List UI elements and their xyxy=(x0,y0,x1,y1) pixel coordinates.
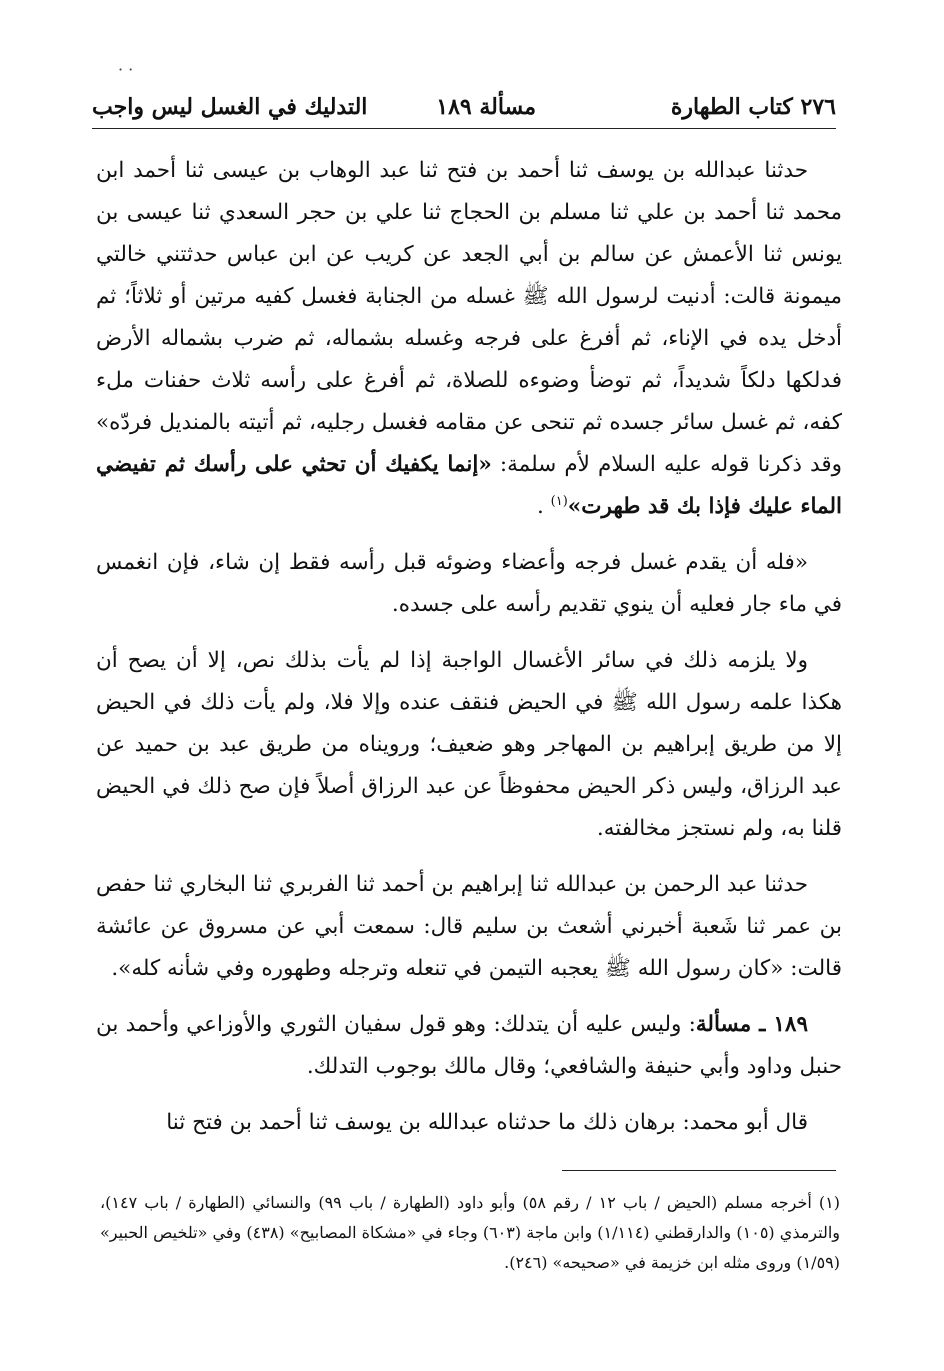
paragraph-text: حدثنا عبدالله بن يوسف ثنا أحمد بن فتح ثنا عبد الوهاب بن عيسى ثنا أحمد ابن محمد ثنا أحمد بن علي ثنا مسلم بن الحجاج ثنا علي بن حجر السعدي ثنا عيسى بن يونس ثنا الأعمش عن سالم بن أبي الجعد عن كريب عن ابن عباس حدثتني خالتي ميمونة قالت: أدنيت لرسول الله ﷺ غسله من الجنابة فغسل كفيه مرتين أو ثلاثاً؛ ثم أدخل يده في الإناء، ثم أفرغ على فرجه وغسله بشماله، ثم ضرب بشماله الأرض فدلكها دلكاً شديداً، ثم توضأ وضوءه للصلاة، ثم أفرغ على رأسه ثلاث حفنات ملء كفه، ثم غسل سائر جسده ثم تنحى عن مقامه فغسل رجليه، ثم أتيته بالمنديل فردّه» وقد ذكرنا قوله عليه السلام لأم سلمة: xyxy=(96,158,842,477)
header-issue-label: مسألة ١٨٩ xyxy=(436,94,536,120)
paragraph-hadith-aisha: حدثنا عبد الرحمن بن عبدالله ثنا إبراهيم بن أحمد ثنا الفربري ثنا البخاري ثنا حفص بن عمر ثنا شَعبة أخبرني أشعث بن سليم قال: سمعت أبي عن مسروق عن عائشة قالت: «كان رسول الله ﷺ يعجبه التيمن في تنعله وترجله وطهوره وفي شأنه كله». xyxy=(96,872,842,981)
footnote-1: (١) أخرجه مسلم (الحيض / باب ١٢ / رقم ٥٨) وأبو داود (الطهارة / باب ٩٩) والنسائي (الطهارة / باب ١٤٧)، والترمذي (١٠٥) والدارقطني (١/١١٤) وابن ماجة (٦٠٣) وجاء في «مشكاة المصابيح» (٤٣٨) وفي «تلخيص الحبير» (١/٥٩) وروى مثله ابن خزيمة في «صحيحه» (٢٤٦). xyxy=(100,1193,841,1272)
running-header xyxy=(92,88,836,126)
bold-quote: «إنما يكفيك أن تحثي على رأسك ثم تفيضي الماء عليك فإذا بك قد طهرت» xyxy=(96,452,842,519)
issue-label: ١٨٩ ـ مسألة xyxy=(695,1012,808,1037)
header-section-title: التدليك في الغسل ليس واجب xyxy=(92,94,368,120)
paragraph-other-ghusl: ولا يلزمه ذلك في سائر الأغسال الواجبة إذا لم يأت بذلك نص، إلا أن يصح أن هكذا علمه رسول الله ﷺ في الحيض فنقف عنده وإلا فلا، ولم يأت ذلك في الحيض إلا من طريق إبراهيم بن المهاجر وهو ضعيف؛ ورويناه من طريق عبد بن حميد عن عبد الرزاق، وليس ذكر الحيض محفوظاً عن عبد الرزاق أصلاً فإن صح ذلك في الحيض قلنا به، ولم نستجز مخالفته. xyxy=(96,648,842,841)
paragraph-issue-189 xyxy=(96,1004,842,1088)
paragraph-abu-muhammad: قال أبو محمد: برهان ذلك ما حدثناه عبدالله بن يوسف ثنا أحمد بن فتح ثنا xyxy=(166,1110,808,1135)
footnote-rule xyxy=(562,1170,836,1171)
scan-specks: · · xyxy=(118,60,134,79)
header-page-label: ٢٧٦ كتاب الطهارة xyxy=(670,94,836,120)
paragraph-ruling: «فله أن يقدم غسل فرجه وأعضاء وضوئه قبل رأسه فقط إن شاء، فإن انغمس في ماء جار فعليه أن ينوي تقديم رأسه على جسده. xyxy=(96,550,842,617)
paragraph-hadith-maymuna xyxy=(96,150,842,528)
footnote-reference: (١) xyxy=(550,493,568,509)
issue-text: : وليس عليه أن يتدلك: وهو قول سفيان الثوري والأوزاعي وأحمد بن حنبل وداود وأبي حنيفة والشافعي؛ وقال مالك بوجوب التدلك. xyxy=(96,1012,842,1079)
main-text xyxy=(96,150,842,1158)
paragraph-end: . xyxy=(536,494,551,519)
header-rule xyxy=(92,128,836,129)
